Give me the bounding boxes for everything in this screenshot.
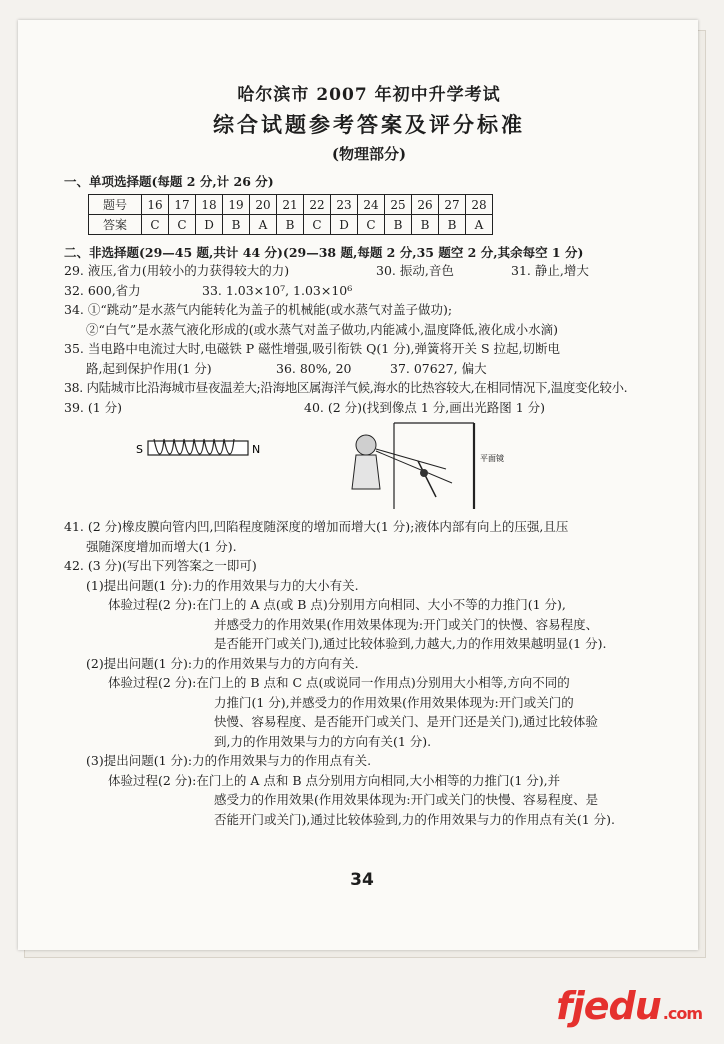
girl-body xyxy=(352,455,380,489)
answer-line-29-31 xyxy=(64,261,684,281)
table-cell-answer: A xyxy=(466,215,493,235)
table-cell-number: 24 xyxy=(358,195,385,215)
answer-table xyxy=(88,194,493,235)
section1-heading: 一、单项选择题(每题 2 分,计 26 分) xyxy=(64,174,274,189)
table-cell-number: 16 xyxy=(142,195,169,215)
document-section-title: (物理部分) xyxy=(331,145,407,163)
answer-line-39-40 xyxy=(64,398,684,418)
document-content xyxy=(64,80,684,829)
answer-42-part2-exp2: 力推门(1 分),并感受力的作用效果(作用效果体现为:开门或关门的 xyxy=(214,694,574,710)
table-cell-answer: B xyxy=(277,215,304,235)
answer-39: 39. (1 分) xyxy=(64,399,123,415)
table-cell-answer: B xyxy=(439,215,466,235)
object-toy xyxy=(418,461,436,497)
answer-table-answer-row xyxy=(89,215,493,235)
table-cell-number: 20 xyxy=(250,195,277,215)
answer-42-part2: (2)提出问题(1 分):力的作用效果与力的方向有关. xyxy=(86,655,359,671)
answer-41b: 强随深度增加而增大(1 分). xyxy=(86,538,237,554)
table-cell-number: 23 xyxy=(331,195,358,215)
section2-heading: 二、非选择题(29—45 题,共计 44 分)(29—38 题,每题 2 分,35 题空 2 分,其余每空 1 分) xyxy=(64,245,584,260)
table-cell-number: 17 xyxy=(169,195,196,215)
answer-32: 32. 600,省力 xyxy=(64,282,141,298)
answer-35b: 路,起到保护作用(1 分) xyxy=(86,360,212,376)
answer-42-part3-exp1: 体验过程(2 分):在门上的 A 点和 B 点分别用方向相同,大小相等的力推门(1 分),并 xyxy=(108,772,561,788)
answer-34b: ②“白气”是水蒸气液化形成的(或水蒸气对盖子做功,内能减小,温度降低,液化成小水滴) xyxy=(86,321,558,337)
watermark-brand: fjedu xyxy=(556,984,661,1028)
answer-42-part1-exp2: 并感受力的作用效果(作用效果体现为:开门或关门的快慢、容易程度、 xyxy=(214,616,599,632)
watermark-logo xyxy=(556,984,702,1028)
table-cell-number: 18 xyxy=(196,195,223,215)
table-cell-number: 21 xyxy=(277,195,304,215)
answer-42-part2-exp3: 快慢、容易程度、是否能开门或关门、是开门还是关门),通过比较体验 xyxy=(214,714,598,729)
table-cell-number: 27 xyxy=(439,195,466,215)
answer-40: 40. (2 分)(找到像点 1 分,画出光路图 1 分) xyxy=(304,399,546,415)
table-cell-answer: A xyxy=(250,215,277,235)
answer-table-number-row xyxy=(89,195,493,215)
answer-37: 37. 07627, 偏大 xyxy=(390,360,487,376)
answer-34a: 34. ①“跳动”是水蒸气内能转化为盖子的机械能(或水蒸气对盖子做功); xyxy=(64,302,453,317)
table-cell-answer: D xyxy=(331,215,358,235)
mirror-label: 平面镜 xyxy=(480,454,504,463)
figure-row xyxy=(64,417,684,517)
answer-36: 36. 80%, 20 xyxy=(276,360,352,376)
table-cell-number: 22 xyxy=(304,195,331,215)
document-subtitle: 综合试题参考答案及评分标准 xyxy=(213,112,525,137)
table-cell-answer: C xyxy=(142,215,169,235)
table-cell-number: 19 xyxy=(223,195,250,215)
table-cell-answer: D xyxy=(196,215,223,235)
answer-42-part3-exp2: 感受力的作用效果(作用效果体现为:开门或关门的快慢、容易程度、是 xyxy=(214,792,599,807)
girl-head xyxy=(356,435,376,455)
answer-42-part1-exp1: 体验过程(2 分):在门上的 A 点(或 B 点)分别用方向相同、大小不等的力推门(1 分), xyxy=(108,597,566,612)
table-cell-number: 28 xyxy=(466,195,493,215)
page-number: 34 xyxy=(350,870,374,890)
answer-line-32-33 xyxy=(64,281,684,301)
answer-42-part3: (3)提出问题(1 分):力的作用效果与力的作用点有关. xyxy=(86,753,372,768)
answer-42-part2-exp1: 体验过程(2 分):在门上的 B 点和 C 点(或说同一作用点)分别用大小相等,方向不同的 xyxy=(108,675,570,690)
answer-42-part1: (1)提出问题(1 分):力的作用效果与力的大小有关. xyxy=(86,577,359,593)
object-head xyxy=(420,469,428,477)
answer-38: 38. 内陆城市比沿海城市昼夜温差大;沿海地区属海洋气候,海水的比热容较大,在相同情况下,温度变化较小. xyxy=(64,380,628,395)
pole-n-label: N xyxy=(252,443,261,456)
answer-42-part1-exp3: 是否能开门或关门),通过比较体验到,力越大,力的作用效果越明显(1 分). xyxy=(214,636,607,651)
answer-31: 31. 静止,增大 xyxy=(511,263,589,278)
answer-line-35-37 xyxy=(64,359,684,379)
table-cell-answer: B xyxy=(385,215,412,235)
table-cell-number: 26 xyxy=(412,195,439,215)
document-title: 哈尔滨市 2007 年初中升学考试 xyxy=(237,85,501,105)
answer-35a: 35. 当电路中电流过大时,电磁铁 P 磁性增强,吸引衔铁 Q(1 分),弹簧将开关 S 拉起,切断电 xyxy=(64,341,561,356)
electromagnet-figure xyxy=(134,435,264,465)
answer-29: 29. 液压,省力(用较小的力获得较大的力) xyxy=(64,263,290,278)
table-cell-answer: B xyxy=(223,215,250,235)
answer-30: 30. 振动,音色 xyxy=(376,263,454,278)
mirror-light-path-figure xyxy=(342,417,512,517)
table-header-number: 题号 xyxy=(89,195,142,215)
table-cell-answer: C xyxy=(169,215,196,235)
answer-42: 42. (3 分)(写出下列答案之一即可) xyxy=(64,558,257,573)
table-cell-answer: C xyxy=(358,215,385,235)
table-header-answer: 答案 xyxy=(89,215,142,235)
watermark-suffix: .com xyxy=(662,1004,702,1023)
table-cell-answer: B xyxy=(412,215,439,235)
pole-s-label: S xyxy=(136,443,143,456)
table-cell-answer: C xyxy=(304,215,331,235)
answer-42-part2-exp4: 到,力的作用效果与力的方向有关(1 分). xyxy=(214,733,432,749)
table-cell-number: 25 xyxy=(385,195,412,215)
answer-42-part3-exp3: 否能开门或关门),通过比较体验到,力的作用效果与力的作用点有关(1 分). xyxy=(214,811,615,827)
answer-33: 33. 1.03×10⁷, 1.03×10⁶ xyxy=(202,282,353,298)
answer-41a: 41. (2 分)橡皮膜向管内凹,凹陷程度随深度的增加而增大(1 分);液体内部有向上的压强,且压 xyxy=(64,519,569,534)
